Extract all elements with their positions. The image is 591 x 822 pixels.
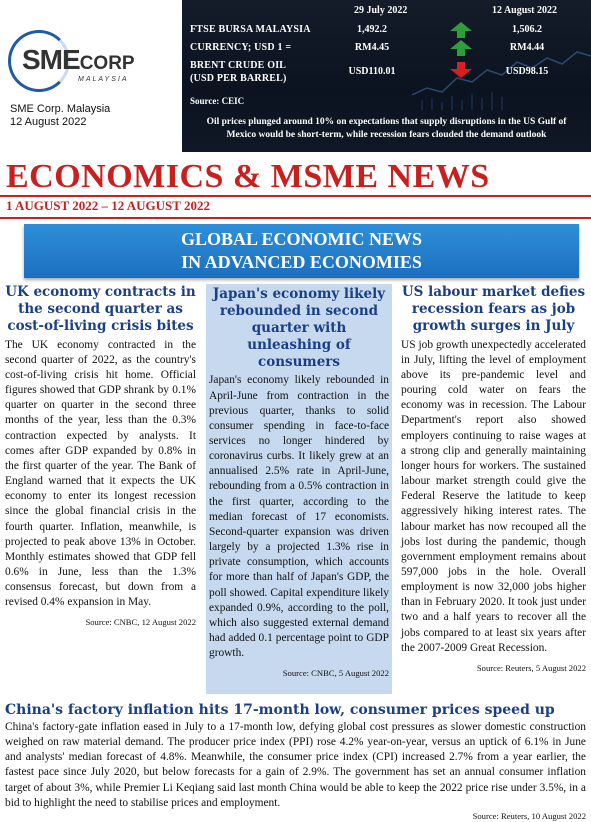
market-panel <box>182 0 591 152</box>
market-note: Oil prices plunged around 10% on expectations that supply disruptions in the US Gulf of Mexico would be short-term, while recession fears clouded the demand outlook <box>206 117 567 140</box>
down-arrow-icon <box>450 62 472 78</box>
article-body: US job growth unexpectedly accelerated in July, lifting the level of employment above its pre-pandemic level and pouring cold water on fears the economy was in recession. The Labour Department's report also showed employers continuing to raise wages at a strong clip and generally maintaining longer hours for workers. The sustained labour market strength could give the Federal Reserve the latitude to keep aggressively hiking interest rates. The labour market has now recouped all the jobs lost during the pandemic, though government employment remains about 597,000 jobs in the hole. Overall employment is now 32,000 jobs higher than in February 2020. It took just under two and a half years to recover all the jobs compared to at least six years after the 2007-2009 Great Recession. <box>401 338 586 654</box>
market-value-currency-start: RM4.45 <box>354 42 390 53</box>
market-label-brent-unit: (USD PER BARREL) <box>190 73 287 84</box>
banner-line-2: IN ADVANCED ECONOMIES <box>181 252 422 272</box>
smecorp-logo <box>8 30 158 92</box>
logo-country: MALAYSIA <box>78 76 129 83</box>
market-label-brent: BRENT CRUDE OIL <box>190 60 287 71</box>
org-name: SME Corp. Malaysia <box>10 103 111 115</box>
date-range: 1 AUGUST 2022 – 12 AUGUST 2022 <box>6 198 210 213</box>
article-body: Japan's economy likely rebounded in April-June from contraction in the previous quarter, thanks to solid consumer spending in face-to-face services no longer hindered by coronavirus curbs. It likely grew at an annualised 2.5% rate in April-June, rebounding from a 0.5% contraction in the first quarter, according to the median forecast of 17 economists. Second-quarter expansion was driven largely by a projected 1.3% rise in private consumption, which accounts for more than half of Japan's GDP, the poll showed. Capital expenditure likely expanded 0.9%, according to the poll, which also suggested external demand had added 0.1 percentage point to GDP growth. <box>209 374 389 660</box>
up-arrow-icon <box>450 40 472 56</box>
article-heading: UK economy contracts in the second quarter as cost-of-living crisis bites <box>5 284 196 334</box>
article-source: Source: Reuters, 5 August 2022 <box>476 662 586 673</box>
title-divider <box>0 195 591 197</box>
article-heading: China's factory inflation hits 17-month low, consumer prices speed up <box>5 702 555 718</box>
market-value-ftse-end: 1,506.2 <box>512 24 542 35</box>
market-value-ftse-start: 1,492.2 <box>357 24 387 35</box>
page-title: ECONOMICS & MSME NEWS <box>6 158 490 195</box>
article-heading: US labour market defies recession fears as job growth surges in July <box>401 284 586 334</box>
logo-wordmark: SMECORP <box>22 44 135 75</box>
market-label-currency: CURRENCY; USD 1 = <box>190 42 292 53</box>
market-source: Source: CEIC <box>190 96 245 106</box>
banner-line-1: GLOBAL ECONOMIC NEWS <box>180 229 423 249</box>
article-source: Source: CNBC, 5 August 2022 <box>282 668 389 679</box>
market-date-start: 29 July 2022 <box>354 5 408 16</box>
up-arrow-icon <box>450 22 472 38</box>
market-date-end: 12 August 2022 <box>492 5 558 16</box>
market-value-brent-start: USD110.01 <box>348 66 396 77</box>
article-body: China's factory-gate inflation eased in July to a 17-month low, defying global cost pressures as slower domestic construction weighed on raw material demand. The producer price index (PPI) rose 4.2% year-on-year, versus an uptick of 6.1% in June and analysts' median forecast of 4.8%. Meanwhile, the consumer price index (CPI) increased 2.7% from a year earlier, the fastest pace since July 2020, but below forecasts for a gain of 2.9%. The government has set an annual consumer inflation target of about 3%, while Premier Li Keqiang said last month China would be able to keep the 2022 price rise under 3.5%, in a bid to highlight the need to stabilise prices and employment. <box>5 721 586 809</box>
article-heading: Japan's economy likely rebounded in second quarter with unleashing of consumers <box>212 286 386 370</box>
article-japan <box>206 284 392 694</box>
article-body: The UK economy contracted in the second quarter of 2022, as the country's cost-of-living crisis hit home. Official figures showed that GDP shrank by 0.1% quarter on quarter in the second three months of the year, less than the 0.3% contraction expected by analysts. It comes after GDP expanded by 0.8% in the first quarter of the year. The Bank of England warned that it expects the UK economy to enter its longest recession since the global financial crisis in the fourth quarter. Inflation, meanwhile, is projected to peak above 13% in October. Monthly estimates showed that GDP fell 0.6% in June, less than the 1.3% consensus forecast, but down from a revised 0.4% expansion in May. <box>5 338 196 609</box>
issue-date: 12 August 2022 <box>10 116 87 128</box>
logo-area <box>0 0 182 135</box>
article-source: Source: Reuters, 10 August 2022 <box>472 810 586 821</box>
section-banner <box>24 224 579 278</box>
article-china <box>5 702 586 821</box>
article-source: Source: CNBC, 12 August 2022 <box>85 617 196 628</box>
market-label-ftse: FTSE BURSA MALAYSIA <box>190 24 311 35</box>
date-divider <box>0 217 591 219</box>
article-uk <box>5 284 196 627</box>
market-value-currency-end: RM4.44 <box>509 42 545 53</box>
article-us <box>401 284 586 673</box>
market-value-brent-end: USD98.15 <box>505 66 549 77</box>
